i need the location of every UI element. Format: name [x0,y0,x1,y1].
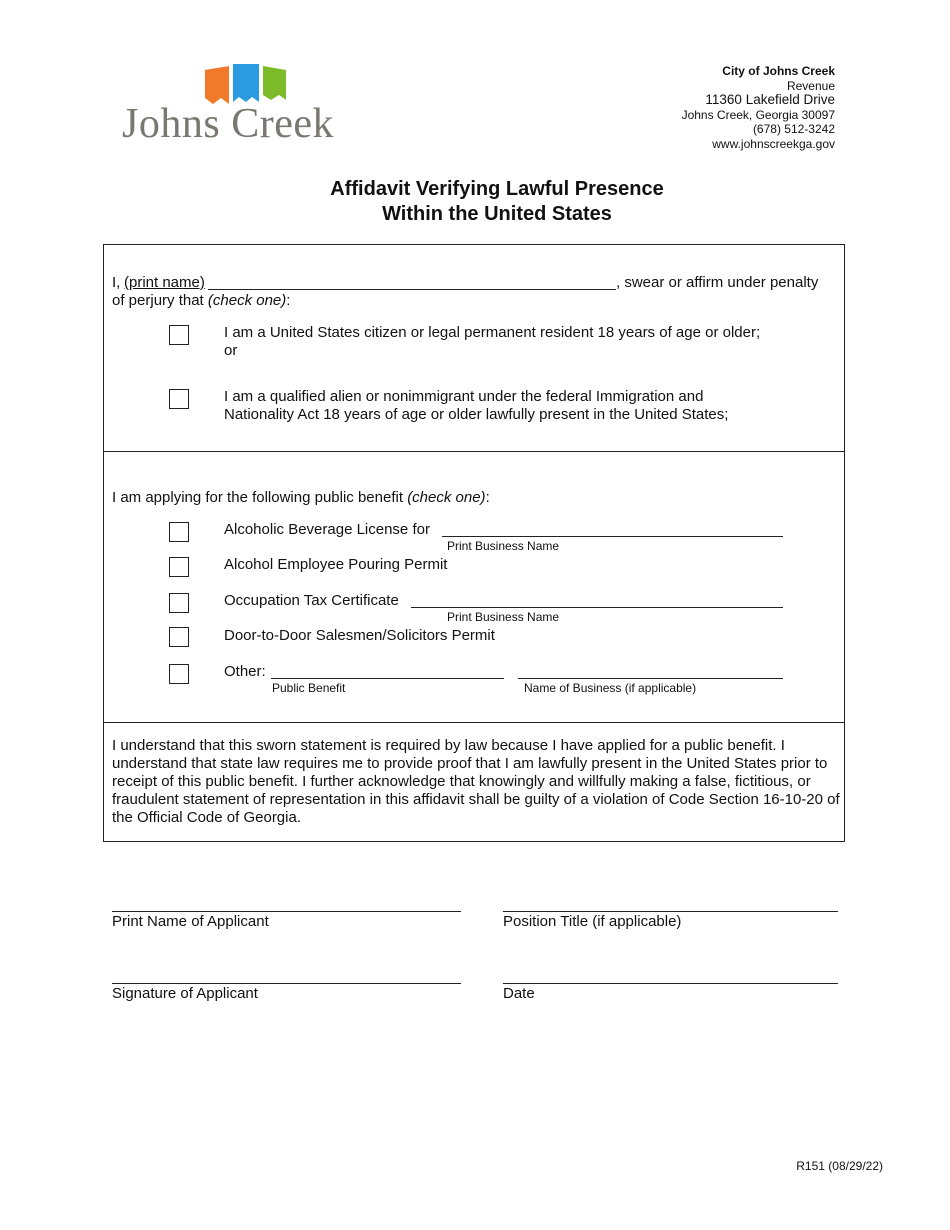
position-title-label: Position Title (if applicable) [503,913,682,930]
door-to-door-label: Door-to-Door Salesmen/Solicitors Permit [224,627,495,644]
citizen-option-text: I am a United States citizen or legal permanent resident 18 years of age or older; [224,324,761,341]
check-one-hint: (check one) [207,292,287,309]
swear-text: , swear or affirm under penalty [616,274,819,291]
qualified-alien-checkbox[interactable] [169,389,189,409]
occupation-business-name-input[interactable] [411,607,783,608]
alcoholic-beverage-checkbox[interactable] [169,522,189,542]
lawful-status-section [103,244,845,452]
perjury-text: of perjury that (check one): [112,292,291,309]
print-name-applicant-label: Print Name of Applicant [112,913,269,930]
print-name-input[interactable] [208,289,616,290]
address-department: Revenue [786,78,835,93]
other-public-benefit-input[interactable] [271,678,504,679]
public-benefit-hint: Public Benefit [272,681,346,695]
alcoholic-business-name-input[interactable] [442,536,783,537]
other-business-name-input[interactable] [518,678,783,679]
citizen-checkbox[interactable] [169,325,189,345]
johns-creek-logo [122,60,372,152]
page-title [0,177,950,227]
signature-applicant-label: Signature of Applicant [112,985,258,1002]
citizen-option-or: or [224,342,238,359]
print-business-name-hint-2: Print Business Name [447,610,560,624]
alcoholic-beverage-label: Alcoholic Beverage License for [224,521,430,538]
date-input[interactable] [503,983,838,984]
alcohol-employee-checkbox[interactable] [169,557,189,577]
signature-applicant-input[interactable] [112,983,461,984]
prefix-i: I, [112,274,121,291]
occupation-tax-label: Occupation Tax Certificate [224,592,399,609]
address-website: www.johnscreekga.gov [712,136,835,151]
other-label: Other: [224,663,266,680]
address-city-state-zip: Johns Creek, Georgia 30097 [681,107,835,122]
title-line-2: Within the United States [382,203,612,225]
benefit-intro: I am applying for the following public benefit (check one): [112,489,490,506]
alcohol-employee-label: Alcohol Employee Pouring Permit [224,556,448,573]
sworn-statement-text: I understand that this sworn statement is required by law because I have applied for a public benefit. I understand that state law requires me to provide proof that I am lawfully present in the United States prior to receipt of this public benefit. I further acknowledge that knowingly and willfully making a false, fictitious, or fraudulent statement of representation in this affidavit shall be guilty of a violation of Code Section 16-10-20 of the Official Code of Georgia. [112,737,840,826]
door-to-door-checkbox[interactable] [169,627,189,647]
print-name-label: (print name) [124,274,205,291]
logo-wordmark: Johns Creek [122,101,334,147]
statement-section [103,722,845,842]
benefit-check-one-hint: (check one) [407,489,486,506]
address-block [682,64,835,152]
form-id: R151 (08/29/22) [796,1159,883,1173]
print-name-applicant-input[interactable] [112,911,461,912]
qualified-alien-text-1: I am a qualified alien or nonimmigrant under the federal Immigration and [224,388,704,405]
print-business-name-hint-1: Print Business Name [447,539,560,553]
title-line-1: Affidavit Verifying Lawful Presence [330,178,664,200]
position-title-input[interactable] [503,911,838,912]
public-benefit-section [103,451,845,723]
other-checkbox[interactable] [169,664,189,684]
address-street: 11360 Lakefield Drive [705,92,835,108]
date-label: Date [503,985,535,1002]
occupation-tax-checkbox[interactable] [169,593,189,613]
name-of-business-hint: Name of Business (if applicable) [524,681,697,695]
address-city: City of Johns Creek [722,64,835,78]
qualified-alien-text-2: Nationality Act 18 years of age or older lawfully present in the United States; [224,406,729,423]
address-phone: (678) 512-3242 [752,122,835,137]
